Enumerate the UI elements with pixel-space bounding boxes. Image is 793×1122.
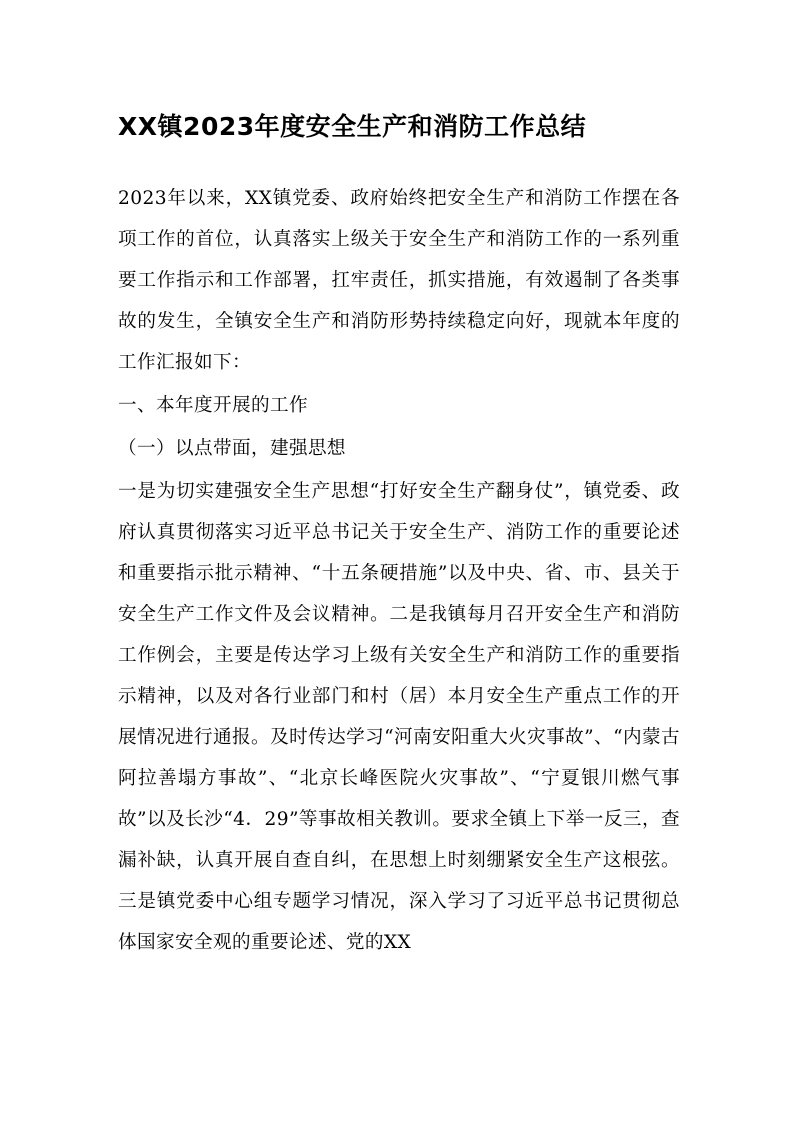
document-body: [118, 178, 680, 963]
paragraph-subsection-heading-1: （一）以点带面，建强思想: [118, 437, 346, 459]
paragraph-section-heading-1: 一、本年度开展的工作: [118, 394, 308, 416]
page-title: XX镇2023年度安全生产和消防工作总结: [118, 112, 587, 141]
paragraph-1: 2023年以来，XX镇党委、政府始终把安全生产和消防工作摆在各项工作的首位，认真落实上级关于安全生产和消防工作的一系列重要工作指示和工作部署，扛牢责任，抓实措施，有效遏制了各类事故的发生，全镇安全生产和消防形势持续稳定向好，现就本年度的工作汇报如下：: [118, 187, 680, 373]
paragraph-2: 一是为切实建强安全生产思想“打好安全生产翻身仗”，镇党委、政府认真贯彻落实习近平总书记关于安全生产、消防工作的重要论述和重要指示批示精神、“十五条硬措施”以及中央、省、市、县关于安全生产工作文件及会议精神。二是我镇每月召开安全生产和消防工作例会，主要是传达学习上级有关安全生产和消防工作的重要指示精神，以及对各行业部门和村（居）本月安全生产重点工作的开展情况进行通报。及时传达学习“河南安阳重大火灾事故”、“内蒙古阿拉善塌方事故”、“北京长峰医院火灾事故”、“宁夏银川燃气事故”以及长沙“4．29”等事故相关教训。要求全镇上下举一反三，查漏补缺，认真开展自查自纠，在思想上时刻绷紧安全生产这根弦。三是镇党委中心组专题学习情况，深入学习了习近平总书记贯彻总体国家安全观的重要论述、党的XX: [118, 480, 680, 953]
